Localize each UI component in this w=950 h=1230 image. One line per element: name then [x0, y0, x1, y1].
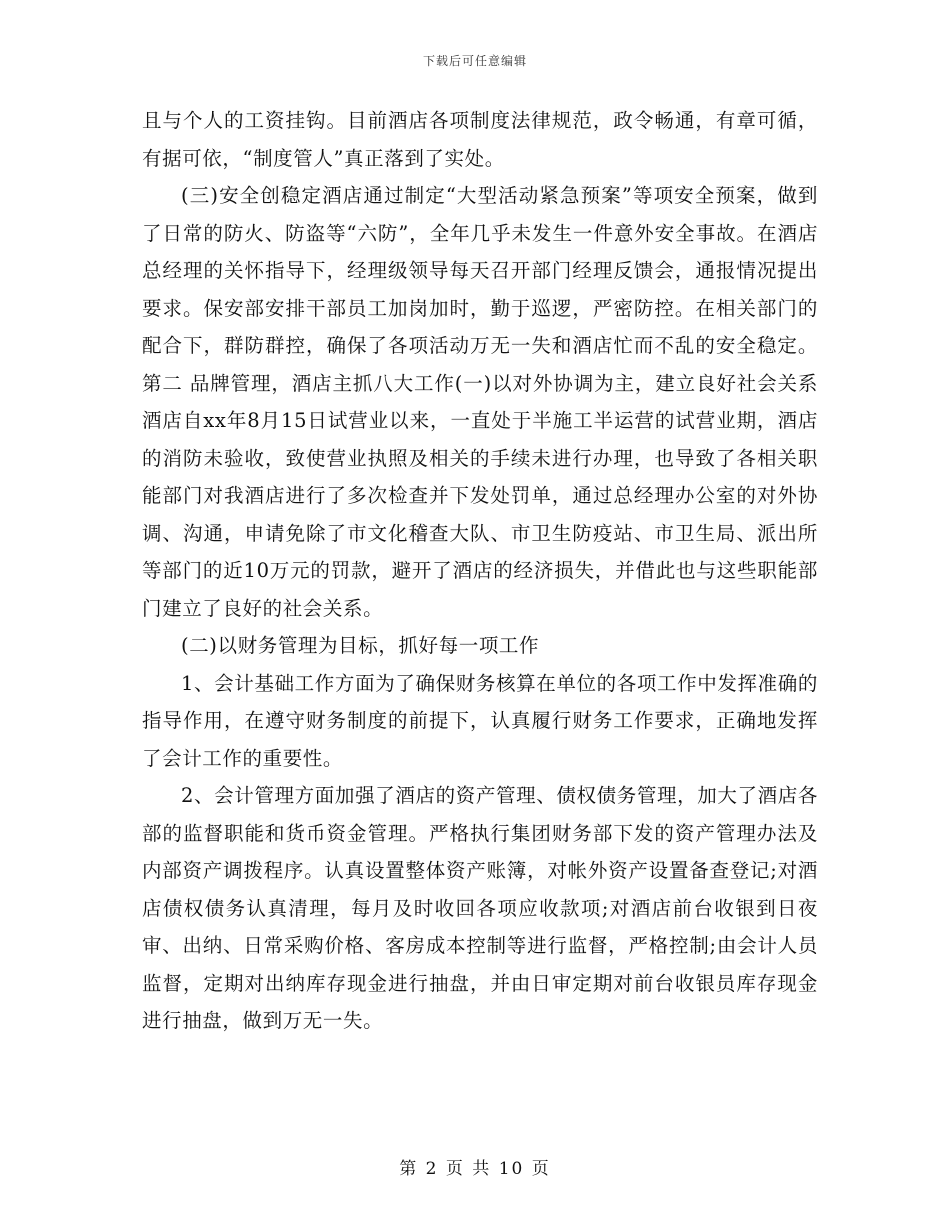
paragraph-3: (二)以财务管理为目标，抓好每一项工作: [181, 634, 540, 657]
page-number-footer: 第 2 页 共 10 页: [399, 1159, 551, 1179]
header-note: 下载后可任意编辑: [422, 54, 527, 68]
paragraph-2: (三)安全创稳定酒店通过制定“大型活动紧急预案”等项安全预案，做到了日常的防火、防盗等“六防”，全年几乎未发生一件意外安全事故。在酒店总经理的关怀指导下，经理级领导每天召开部门经理反馈会，通报情况提出要求。保安部安排干部员工加岗加时，勤于巡逻，严密防控。在相关部门的配合下，群防群控，确保了各项活动万无一失和酒店忙而不乱的安全稳定。第二 品牌管理，酒店主抓八大工作(一)以对外协调为主，建立良好社会关系酒店自xx年8月15日试营业以来，一直处于半施工半运营的试营业期，酒店的消防未验收，致使营业执照及相关的手续未进行办理，也导致了各相关职能部门对我酒店进行了多次检查并下发处罚单，通过总经理办公室的对外协调、沟通，申请免除了市文化稽查大队、市卫生防疫站、市卫生局、派出所等部门的近10万元的罚款，避开了酒店的经济损失，并借此也与这些职能部门建立了良好的社会关系。: [142, 184, 818, 620]
paragraph-4: 1、会计基础工作方面为了确保财务核算在单位的各项工作中发挥准确的指导作用，在遵守财务制度的前提下，认真履行财务工作要求，正确地发挥了会计工作的重要性。: [142, 671, 818, 770]
paragraph-5: 2、会计管理方面加强了酒店的资产管理、债权债务管理，加大了酒店各部的监督职能和货币资金管理。严格执行集团财务部下发的资产管理办法及内部资产调拨程序。认真设置整体资产账簿，对帐外资产设置备查登记;对酒店债权债务认真清理，每月及时收回各项应收款项;对酒店前台收银到日夜审、出纳、日常采购价格、客房成本控制等进行监督，严格控制;由会计人员监督，定期对出纳库存现金进行抽盘，并由日审定期对前台收银员库存现金进行抽盘，做到万无一失。: [142, 784, 818, 1032]
paragraph-1: 且与个人的工资挂钩。目前酒店各项制度法律规范，政令畅通，有章可循，有据可依，“制度管人”真正落到了实处。: [142, 109, 818, 170]
document-body: [142, 102, 818, 1040]
